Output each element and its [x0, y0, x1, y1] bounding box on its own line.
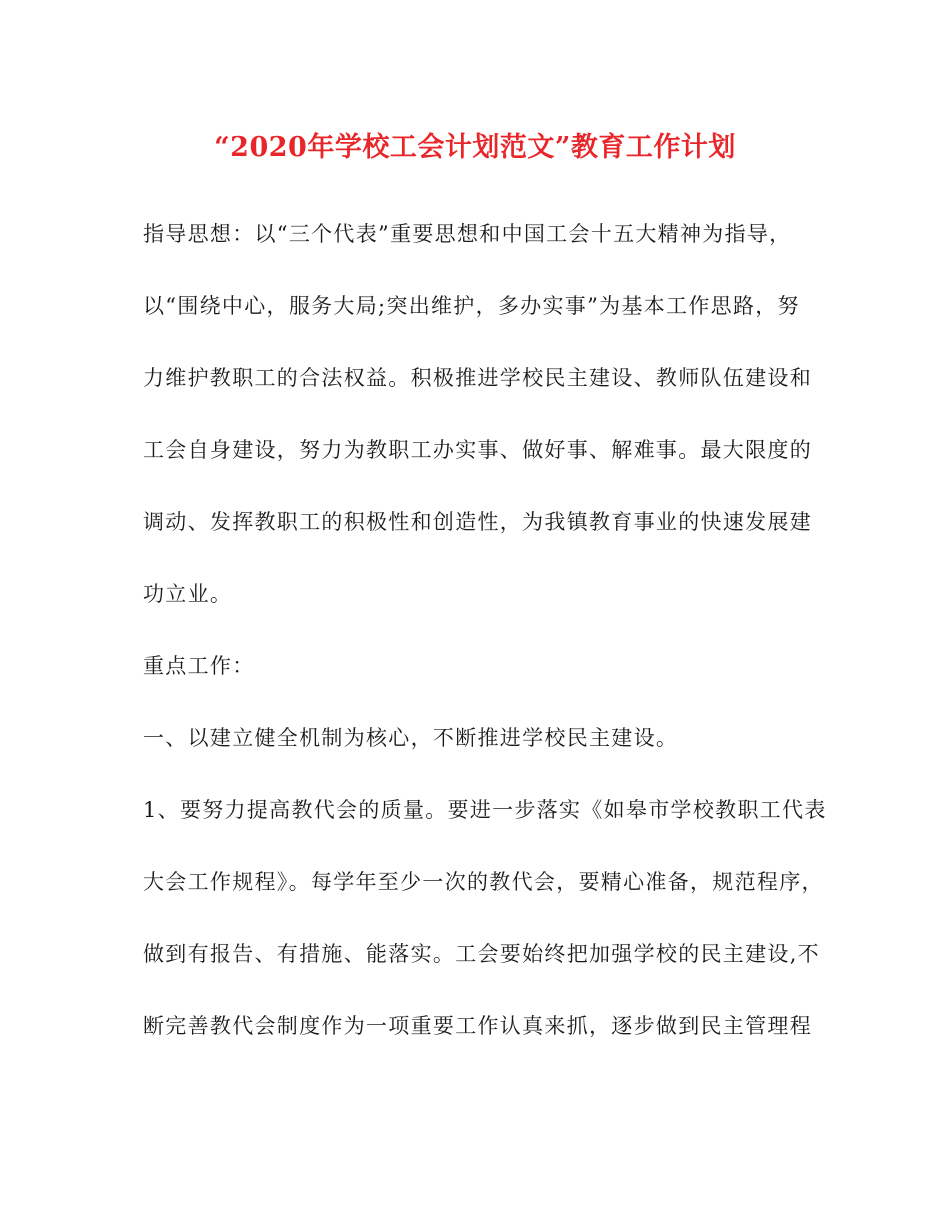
subsection-heading-1: 一、以建立健全机制为核心，不断推进学校民主建设。: [143, 726, 679, 750]
body-line-5: 调动、发挥教职工的积极性和创造性，为我镇教育事业的快速发展建: [143, 510, 812, 534]
body-line-6: 功立业。: [143, 582, 233, 606]
section-heading-key-work: 重点工作：: [143, 654, 255, 678]
body-line-1: 指导思想：以“三个代表”重要思想和中国工会十五大精神为指导，: [143, 222, 792, 246]
document-title: “2020年学校工会计划范文”教育工作计划: [214, 132, 736, 163]
body-line-9: 1、要努力提高教代会的质量。要进一步落实《如皋市学校教职工代表: [143, 798, 827, 822]
body-line-2: 以“围绕中心，服务大局;突出维护，多办实事”为基本工作思路，努: [143, 294, 800, 318]
body-line-11: 做到有报告、有措施、能落实。工会要始终把加强学校的民主建设,不: [143, 942, 820, 966]
body-line-4: 工会自身建设，努力为教职工办实事、做好事、解难事。最大限度的: [143, 438, 812, 462]
body-line-3: 力维护教职工的合法权益。积极推进学校民主建设、教师队伍建设和: [143, 366, 812, 390]
body-line-10: 大会工作规程》。每学年至少一次的教代会，要精心准备，规范程序，: [143, 870, 824, 894]
body-line-12: 断完善教代会制度作为一项重要工作认真来抓，逐步做到民主管理程: [143, 1014, 812, 1038]
